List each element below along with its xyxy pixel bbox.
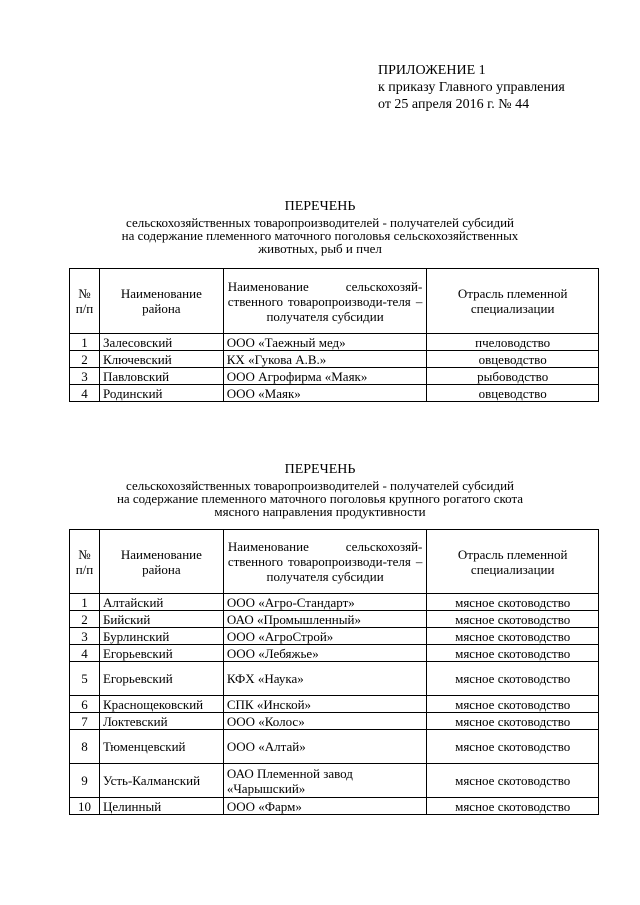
row-industry: рыбоводство: [427, 368, 599, 385]
row-industry: мясное скотоводство: [427, 628, 599, 645]
row-region: Целинный: [99, 798, 223, 815]
row-num: 4: [70, 645, 100, 662]
row-org: ОАО Племенной завод «Чарышский»: [223, 764, 427, 798]
header-region: Наименование района: [99, 269, 223, 334]
row-num: 1: [70, 334, 100, 351]
row-industry: мясное скотоводство: [427, 662, 599, 696]
row-num: 8: [70, 730, 100, 764]
row-num: 6: [70, 696, 100, 713]
list1-subtitle-line: на содержание племенного маточного поголовья сельскохозяйственных: [121, 228, 519, 243]
list1-subtitle-line: сельскохозяйственных товаропроизводителей - получателей субсидий: [126, 215, 514, 230]
row-org: ООО «АгроСтрой»: [223, 628, 427, 645]
header-num: № п/п: [70, 269, 100, 334]
table-row: [70, 764, 599, 798]
row-num: 9: [70, 764, 100, 798]
row-industry: пчеловодство: [427, 334, 599, 351]
header-industry: Отрасль племенной специализации: [427, 269, 599, 334]
header-num: № п/п: [70, 530, 100, 594]
row-org: ООО Агрофирма «Маяк»: [223, 368, 427, 385]
list1-heading: [0, 199, 640, 255]
row-org: КФХ «Наука»: [223, 662, 427, 696]
row-industry: мясное скотоводство: [427, 730, 599, 764]
row-num: 4: [70, 385, 100, 402]
table-row: [70, 351, 599, 368]
row-industry: мясное скотоводство: [427, 764, 599, 798]
row-region: Павловский: [99, 368, 223, 385]
row-num: 10: [70, 798, 100, 815]
table-row: [70, 696, 599, 713]
row-org: ООО «Колос»: [223, 713, 427, 730]
table-row: [70, 611, 599, 628]
table-row: [70, 730, 599, 764]
header-org: Наименование сельскохозяй-ственного товаропроизводи-теля – получателя субсидии: [223, 530, 427, 594]
row-region: Алтайский: [99, 594, 223, 611]
list1-table: [69, 268, 599, 402]
row-region: Егорьевский: [99, 645, 223, 662]
table-row: [70, 594, 599, 611]
appendix-title: ПРИЛОЖЕНИЕ 1: [378, 63, 486, 78]
row-org: ООО «Таежный мед»: [223, 334, 427, 351]
row-org: ООО «Фарм»: [223, 798, 427, 815]
row-industry: мясное скотоводство: [427, 594, 599, 611]
row-region: Бийский: [99, 611, 223, 628]
row-region: Бурлинский: [99, 628, 223, 645]
row-industry: овцеводство: [427, 385, 599, 402]
row-industry: мясное скотоводство: [427, 696, 599, 713]
appendix-order: к приказу Главного управления: [378, 80, 565, 95]
header-industry: Отрасль племенной специализации: [427, 530, 599, 594]
row-industry: мясное скотоводство: [427, 798, 599, 815]
row-region: Усть-Калманский: [99, 764, 223, 798]
list2-table: [69, 529, 599, 815]
row-region: Тюменцевский: [99, 730, 223, 764]
table-row: [70, 645, 599, 662]
list2-subtitle-line: сельскохозяйственных товаропроизводителей - получателей субсидий: [126, 478, 514, 493]
list1-subtitle-line: животных, рыб и пчел: [258, 241, 382, 256]
list1-title: ПЕРЕЧЕНЬ: [284, 199, 356, 214]
header-region: Наименование района: [99, 530, 223, 594]
table-row: [70, 662, 599, 696]
row-org: ООО «Агро-Стандарт»: [223, 594, 427, 611]
row-num: 2: [70, 611, 100, 628]
table-row: [70, 385, 599, 402]
row-org: ООО «Алтай»: [223, 730, 427, 764]
table-header-row: [70, 530, 599, 594]
list2-subtitle-line: мясного направления продуктивности: [214, 504, 426, 519]
row-org: КХ «Гукова А.В.»: [223, 351, 427, 368]
row-num: 5: [70, 662, 100, 696]
row-num: 3: [70, 628, 100, 645]
row-org: ОАО «Промышленный»: [223, 611, 427, 628]
header-org: Наименование сельскохозяй-ственного товаропроизводи-теля – получателя субсидии: [223, 269, 427, 334]
table-row: [70, 628, 599, 645]
list2-title: ПЕРЕЧЕНЬ: [284, 462, 356, 477]
appendix-date: от 25 апреля 2016 г. № 44: [378, 97, 530, 112]
table-header-row: [70, 269, 599, 334]
row-num: 2: [70, 351, 100, 368]
row-org: ООО «Лебяжье»: [223, 645, 427, 662]
row-org: ООО «Маяк»: [223, 385, 427, 402]
appendix-block: [378, 62, 565, 113]
row-region: Локтевский: [99, 713, 223, 730]
row-region: Ключевский: [99, 351, 223, 368]
row-industry: мясное скотоводство: [427, 645, 599, 662]
row-industry: мясное скотоводство: [427, 611, 599, 628]
table-row: [70, 334, 599, 351]
row-num: 3: [70, 368, 100, 385]
row-region: Егорьевский: [99, 662, 223, 696]
list2-heading: [0, 462, 640, 518]
table-row: [70, 368, 599, 385]
row-org: СПК «Инской»: [223, 696, 427, 713]
row-num: 1: [70, 594, 100, 611]
row-region: Родинский: [99, 385, 223, 402]
row-region: Залесовский: [99, 334, 223, 351]
list2-subtitle-line: на содержание племенного маточного поголовья крупного рогатого скота: [116, 491, 524, 506]
row-region: Краснощековский: [99, 696, 223, 713]
row-industry: овцеводство: [427, 351, 599, 368]
table-row: [70, 713, 599, 730]
table-row: [70, 798, 599, 815]
row-industry: мясное скотоводство: [427, 713, 599, 730]
row-num: 7: [70, 713, 100, 730]
